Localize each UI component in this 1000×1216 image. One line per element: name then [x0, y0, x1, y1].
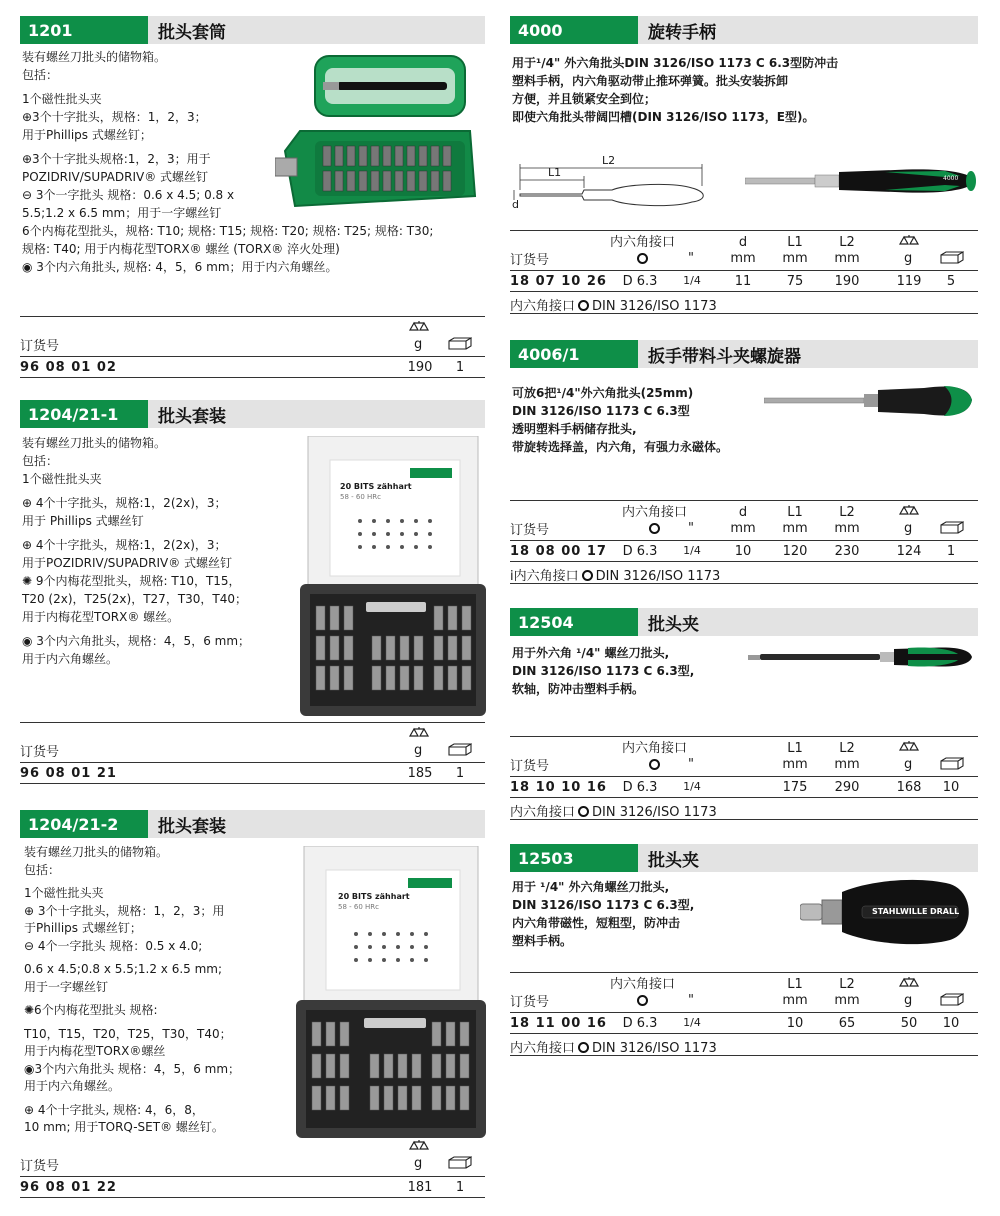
order-table: [510, 972, 978, 1056]
desc-line: 用于内梅花型TORX®螺丝: [24, 1044, 166, 1058]
package-icon: [448, 337, 472, 350]
order-table: [20, 722, 485, 784]
desc-line: 包括：: [22, 68, 59, 82]
description: [512, 878, 694, 950]
article-code: 4006/1: [510, 340, 638, 368]
weight-value: 185: [407, 766, 433, 781]
brand-label: STAHLWILLE: [872, 907, 928, 916]
desc-line: 10 mm; 用于TORQ-SET® 螺丝钉。: [24, 1120, 224, 1134]
rotary-handle-image: [745, 166, 977, 196]
qty-value: 1: [455, 360, 465, 375]
ring-icon: [649, 523, 660, 534]
weight-value: 50: [900, 1016, 918, 1031]
col-d: d: [738, 235, 748, 250]
footer-prefix: 内六角接口: [510, 1041, 576, 1056]
desc-line: 用于Phillips 式螺丝钉；: [22, 128, 152, 142]
drive-inch: 1/4: [683, 274, 701, 287]
section-header: [510, 16, 978, 44]
drive-inch: 1/4: [683, 544, 701, 557]
section-4006-1: [510, 340, 978, 584]
section-header: [510, 608, 978, 636]
drive-inch: 1/4: [683, 1016, 701, 1029]
desc-line: 用于 ¹/4" 外六角螺丝刀批头,: [512, 880, 670, 894]
desc-line: 用于内六角螺丝。: [24, 1079, 121, 1093]
article-code: 12504: [510, 608, 638, 636]
desc-line: 装有螺丝刀批头的储物箱。: [22, 50, 167, 64]
l1-value: 10: [786, 1016, 804, 1031]
weight-unit: g: [904, 757, 913, 772]
weight-unit: g: [414, 743, 423, 758]
desc-line: 1个磁性批头夹: [22, 472, 102, 486]
desc-line: 包括：: [24, 862, 61, 877]
desc-line: POZIDRIV/SUPADRIV® 式螺丝钉: [22, 170, 209, 184]
desc-line: 透明塑料手柄储存批头,: [512, 422, 637, 436]
l2-value: 290: [834, 780, 860, 795]
desc-line: 0.6 x 4.5;0.8 x 5.5;1.2 x 6.5 mm;: [24, 962, 223, 976]
l1-value: 120: [782, 544, 808, 559]
section-header: [20, 810, 485, 838]
description: [512, 644, 694, 698]
section-title: 批头夹: [648, 850, 699, 871]
desc-line: 1个磁性批头夹: [24, 886, 104, 900]
col-unit: mm: [730, 251, 756, 266]
desc-line: ✺6个内梅花型批头 规格:: [24, 1003, 158, 1017]
qty-value: 1: [455, 766, 465, 781]
stubby-holder-image: [800, 874, 976, 954]
col-unit: mm: [834, 757, 860, 772]
weight-value: 190: [407, 360, 433, 375]
weight-icon: [408, 1139, 430, 1151]
order-label: 订货号: [510, 253, 550, 268]
footer-standard: DIN 3126/ISO 1173: [592, 299, 717, 314]
order-label: 订货号: [20, 1159, 60, 1174]
drive-value: D 6.3: [622, 274, 658, 289]
d-value: 11: [734, 274, 752, 289]
desc-line: DIN 3126/ISO 1173 C 6.3型: [512, 404, 690, 418]
section-12504: [510, 608, 978, 820]
col-l1: L1: [787, 505, 803, 520]
desc-line: DIN 3126/ISO 1173 C 6.3型,: [512, 898, 695, 912]
order-number: 96 08 01 22: [20, 1180, 117, 1195]
footer-standard: DIN 3126/ISO 1173: [595, 569, 721, 584]
desc-line: 6个内梅花型批头，规格: T10; 规格: T15; 规格: T20; 规格: T25; 规格: T30;: [22, 224, 434, 238]
article-code: 1204/21-1: [20, 400, 148, 428]
section-header: [20, 16, 485, 44]
col-l2: L2: [839, 235, 855, 250]
wrench-screwdriver-image: [764, 380, 976, 422]
desc-line: 方便，并且锁紧安全到位；: [512, 92, 657, 106]
inch-mark: ": [688, 757, 694, 772]
desc-line: ⊖ 4个一字批头 规格：0.5 x 4.0;: [24, 938, 203, 953]
l2-value: 190: [834, 274, 860, 289]
hex-drive-label: 内六角接口: [622, 741, 688, 756]
desc-line: ⊕ 4个十字批头, 规格: 4，6，8，: [24, 1102, 204, 1117]
ring-icon: [578, 1042, 589, 1053]
weight-value: 124: [896, 544, 922, 559]
description: [24, 844, 240, 1137]
section-header: [20, 400, 485, 428]
flexible-bit-holder-image: [748, 644, 974, 670]
desc-line: ⊕3个十字批头规格:1，2，3；用于: [22, 152, 211, 166]
section-4000: [510, 16, 978, 314]
weight-icon: [898, 504, 920, 516]
package-icon: [940, 993, 964, 1006]
box-subtitle: 58 - 60 HRc: [338, 903, 379, 911]
desc-line: 用于 Phillips 式螺丝钉: [22, 514, 144, 528]
qty-value: 10: [942, 780, 960, 795]
desc-line: ⊕3个十字批头，规格：1，2，3；: [22, 110, 207, 124]
weight-value: 168: [896, 780, 922, 795]
handle-label: 4000: [943, 175, 959, 182]
desc-line: 软轴，防冲击塑料手柄。: [512, 682, 645, 696]
order-number: 18 07 10 26: [510, 274, 607, 289]
desc-line: 1个磁性批头夹: [22, 92, 102, 106]
desc-line: 用于内梅花型TORX® 螺丝。: [22, 610, 180, 624]
description: [512, 384, 728, 456]
qty-value: 5: [946, 274, 956, 289]
box-title: 20 BITS zähhart: [340, 482, 412, 491]
col-unit: mm: [782, 993, 808, 1008]
brand-label-2: DRALL: [930, 907, 960, 916]
weight-unit: g: [904, 251, 913, 266]
article-code: 4000: [510, 16, 638, 44]
order-number: 18 10 10 16: [510, 780, 607, 795]
order-table: [20, 1136, 485, 1198]
section-title: 批头套筒: [158, 22, 226, 43]
package-icon: [940, 757, 964, 770]
diagram-d: d: [512, 198, 519, 211]
desc-line: 内六角带磁性，短粗型，防冲击: [512, 916, 681, 930]
footer-prefix: 内六角接口: [510, 299, 576, 314]
desc-line: ✺ 9个内梅花型批头，规格: T10，T15，: [22, 574, 241, 588]
col-unit: mm: [782, 757, 808, 772]
footer-note: [510, 295, 717, 314]
desc-line: 塑料手柄，内六角驱动带止推环弹簧。批头安装拆卸: [512, 74, 789, 88]
d-value: 10: [734, 544, 752, 559]
order-table: [510, 500, 978, 584]
order-number: 18 08 00 17: [510, 544, 607, 559]
col-unit: mm: [782, 521, 808, 536]
weight-icon: [898, 976, 920, 988]
col-l2: L2: [839, 505, 855, 520]
footer-note: [510, 801, 717, 820]
drive-value: D 6.3: [622, 780, 658, 795]
desc-line: 包括：: [22, 454, 59, 468]
weight-icon: [408, 726, 430, 738]
desc-line: 带旋转选择盖，内六角，有强力永磁体。: [512, 440, 729, 454]
desc-line: ⊕ 4个十字批头，规格:1，2(2x)，3；: [22, 538, 227, 552]
col-unit: mm: [730, 521, 756, 536]
desc-line: ◉3个内六角批头 规格：4，5，6 mm；: [24, 1061, 241, 1076]
order-table: [20, 316, 485, 378]
ring-icon: [649, 759, 660, 770]
section-title: 批头夹: [648, 614, 699, 635]
col-l1: L1: [787, 235, 803, 250]
inch-mark: ": [688, 251, 694, 266]
package-icon: [448, 1156, 472, 1169]
weight-unit: g: [904, 521, 913, 536]
col-l2: L2: [839, 977, 855, 992]
weight-value: 181: [407, 1180, 433, 1195]
section-title: 批头套装: [158, 406, 226, 427]
desc-line: ◉ 3个内六角批头, 规格: 4，5，6 mm；用于内六角螺丝。: [22, 260, 338, 274]
drive-value: D 6.3: [622, 1016, 658, 1031]
package-icon: [940, 251, 964, 264]
article-code: 1201: [20, 16, 148, 44]
footer-note: [510, 1037, 717, 1056]
desc-line: 规格: T40; 用于内梅花型TORX® 螺丝 (TORX® 淬火处理): [22, 242, 340, 256]
desc-line: 塑料手柄。: [512, 934, 573, 948]
weight-unit: g: [414, 1156, 423, 1171]
desc-line: 用于一字螺丝钉: [24, 979, 109, 994]
desc-line: T10，T15，T20，T25，T30，T40；: [24, 1026, 232, 1041]
desc-line: ⊖ 3个一字批头 规格：0.6 x 4.5; 0.8 x: [22, 188, 235, 202]
col-unit: mm: [834, 251, 860, 266]
col-d: d: [738, 505, 748, 520]
weight-icon: [408, 320, 430, 332]
order-label: 订货号: [510, 995, 550, 1010]
desc-line: ⊕ 4个十字批头，规格:1，2(2x)，3；: [22, 496, 227, 510]
ring-icon: [578, 300, 589, 311]
package-icon: [448, 743, 472, 756]
section-title: 旋转手柄: [648, 22, 716, 43]
weight-unit: g: [904, 993, 913, 1008]
order-number: 18 11 00 16: [510, 1016, 607, 1031]
desc-line: DIN 3126/ISO 1173 C 6.3型,: [512, 664, 695, 678]
l1-value: 75: [786, 274, 804, 289]
order-table: [510, 230, 978, 314]
col-l2: L2: [839, 741, 855, 756]
col-unit: mm: [782, 251, 808, 266]
hex-drive-label: 内六角接口: [610, 977, 676, 992]
col-l1: L1: [787, 977, 803, 992]
desc-line: 用于外六角 ¹/4" 螺丝刀批头,: [512, 646, 670, 660]
weight-unit: g: [414, 337, 423, 352]
col-unit: mm: [834, 993, 860, 1008]
diagram-l2: L2: [602, 154, 616, 167]
drive-inch: 1/4: [683, 780, 701, 793]
l2-value: 65: [838, 1016, 856, 1031]
desc-line: 装有螺丝刀批头的储物箱。: [22, 436, 167, 450]
weight-value: 119: [896, 274, 922, 289]
drive-value: D 6.3: [622, 544, 658, 559]
ring-icon: [637, 995, 648, 1006]
order-label: 订货号: [20, 339, 60, 354]
article-code: 1204/21-2: [20, 810, 148, 838]
qty-value: 1: [946, 544, 956, 559]
qty-value: 10: [942, 1016, 960, 1031]
section-title: 扳手带料斗夹螺旋器: [648, 346, 801, 367]
section-1201: [20, 16, 485, 375]
footer-note: [510, 565, 720, 584]
weight-icon: [898, 234, 920, 246]
diagram-l1: L1: [548, 166, 562, 179]
inch-mark: ": [688, 993, 694, 1008]
desc-line: 5.5;1.2 x 6.5 mm；用于一字螺丝钉: [22, 206, 222, 220]
section-12503: [510, 844, 978, 1056]
desc-line: T20 (2x)，T25(2x)，T27，T30，T40；: [22, 592, 248, 606]
package-icon: [940, 521, 964, 534]
section-1204-21-1: [20, 400, 485, 781]
desc-line: ⊕ 3个十字批头，规格：1，2，3；用: [24, 903, 225, 918]
hex-drive-label: 内六角接口: [622, 505, 688, 520]
desc-line: 装有螺丝刀批头的储物箱。: [24, 845, 169, 859]
bit-box-image: [296, 846, 486, 1138]
order-label: 订货号: [20, 745, 60, 760]
section-header: [510, 844, 978, 872]
col-l1: L1: [787, 741, 803, 756]
order-label: 订货号: [510, 523, 550, 538]
footer-prefix: i内六角接口: [510, 569, 579, 584]
box-title: 20 BITS zähhart: [338, 892, 410, 901]
desc-line: 用于内六角螺丝。: [22, 652, 119, 666]
desc-line: 用于POZIDRIV/SUPADRIV® 式螺丝钉: [22, 556, 233, 570]
order-number: 96 08 01 21: [20, 766, 117, 781]
section-1204-21-2: [20, 810, 485, 1195]
section-header: [510, 340, 978, 368]
desc-line: ◉ 3个内六角批头，规格：4，5，6 mm；: [22, 634, 251, 648]
ring-icon: [637, 253, 648, 264]
ring-icon: [582, 570, 593, 581]
section-title: 批头套装: [158, 816, 226, 837]
bit-box-image: [300, 436, 486, 716]
desc-line: 于Phillips 式螺丝钉；: [24, 921, 142, 935]
ring-icon: [578, 806, 589, 817]
order-label: 订货号: [510, 759, 550, 774]
hex-drive-label: 内六角接口: [610, 235, 676, 250]
desc-line: 即使六角批头带阔凹槽(DIN 3126/ISO 1173，E型)。: [512, 110, 815, 124]
desc-line: 用于¹/4" 外六角批头DIN 3126/ISO 1173 C 6.3型防冲击: [512, 56, 839, 70]
article-code: 12503: [510, 844, 638, 872]
inch-mark: ": [688, 521, 694, 536]
order-table: [510, 736, 978, 820]
dimension-diagram: [512, 152, 712, 216]
weight-icon: [898, 740, 920, 752]
box-subtitle: 58 - 60 HRc: [340, 493, 381, 501]
footer-standard: DIN 3126/ISO 1173: [592, 805, 717, 820]
order-number: 96 08 01 02: [20, 360, 117, 375]
description: [22, 434, 250, 668]
col-unit: mm: [834, 521, 860, 536]
l1-value: 175: [782, 780, 808, 795]
qty-value: 1: [455, 1180, 465, 1195]
description: [512, 54, 838, 126]
footer-prefix: 内六角接口: [510, 805, 576, 820]
footer-standard: DIN 3126/ISO 1173: [592, 1041, 717, 1056]
bit-case-image: [275, 46, 485, 216]
desc-line: 可放6把¹/4"外六角批头(25mm): [512, 386, 694, 400]
l2-value: 230: [834, 544, 860, 559]
